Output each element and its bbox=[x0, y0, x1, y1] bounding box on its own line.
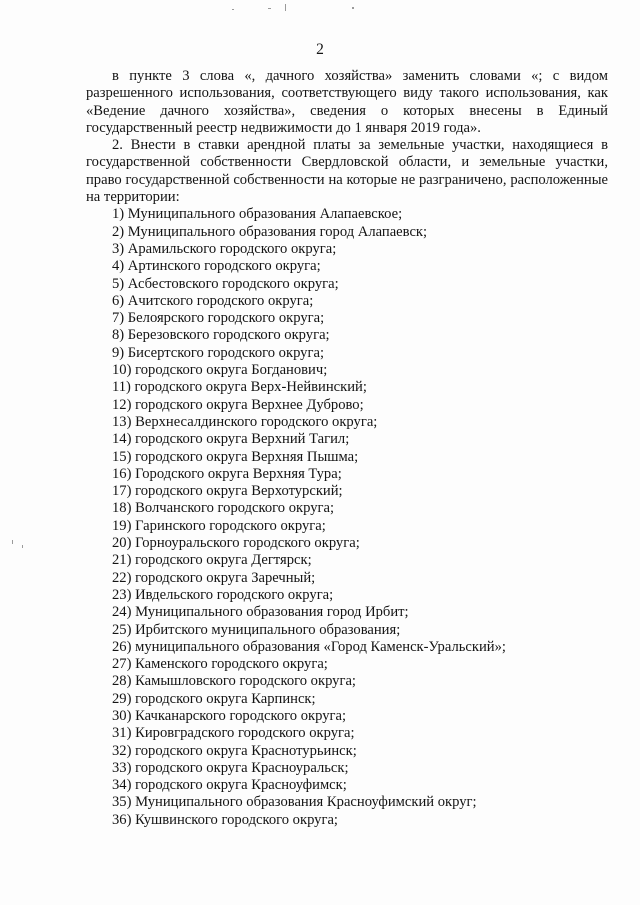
territory-list-item: 20) Горноуральского городского округа; bbox=[112, 535, 360, 552]
territory-list-item: 24) Муниципального образования город Ирбит; bbox=[112, 604, 409, 621]
territory-list-item: 28) Камышловского городского округа; bbox=[112, 673, 356, 690]
territory-list-item: 8) Березовского городского округа; bbox=[112, 327, 330, 344]
document-body bbox=[86, 68, 608, 829]
scan-artifact bbox=[285, 4, 286, 11]
scan-artifact bbox=[12, 540, 13, 544]
scan-artifact bbox=[352, 7, 354, 9]
territory-list-item: 18) Волчанского городского округа; bbox=[112, 500, 335, 517]
territory-list-item: 32) городского округа Краснотурьинск; bbox=[112, 742, 357, 759]
territory-list-item: 1) Муниципального образования Алапаевское; bbox=[112, 206, 403, 223]
territory-list-item: 21) городского округа Дегтярск; bbox=[112, 552, 312, 569]
territory-list-item: 15) городского округа Верхняя Пышма; bbox=[112, 448, 359, 465]
page-number: 2 bbox=[316, 41, 324, 58]
territory-list-item: 5) Асбестовского городского округа; bbox=[112, 275, 339, 292]
paragraph-amendment: в пункте 3 слова «, дачного хозяйства» заменить словами «; с видом разрешенного использования, соответствующего виду такого использования, как «Ведение дачного хозяйства», сведения о которых внесены в Единый государственный реестр недвижимости до 1 января 2019 года». bbox=[86, 68, 608, 136]
territory-list-item: 33) городского округа Красноуральск; bbox=[112, 759, 349, 776]
paragraph-item-2: 2. Внести в ставки арендной платы за земельные участки, находящиеся в государственной собственности Свердловской области, и земельные участки, право государственной собственности на которые не разграничено, расположенные на территории: bbox=[86, 137, 608, 206]
territory-list-item: 11) городского округа Верх-Нейвинский; bbox=[112, 379, 367, 396]
territory-list-item: 16) Городского округа Верхняя Тура; bbox=[112, 465, 342, 482]
territory-list-item: 27) Каменского городского округа; bbox=[112, 656, 328, 673]
territory-list-item: 35) Муниципального образования Красноуфимский округ; bbox=[112, 794, 477, 811]
territory-list-item: 17) городского округа Верхотурский; bbox=[112, 483, 343, 500]
territory-list-item: 34) городского округа Красноуфимск; bbox=[112, 777, 347, 794]
territory-list-item: 6) Ачитского городского округа; bbox=[112, 292, 314, 309]
territory-list-item: 23) Ивдельского городского округа; bbox=[112, 586, 334, 603]
territory-list-item: 12) городского округа Верхнее Дуброво; bbox=[112, 396, 364, 413]
scan-artifact bbox=[268, 8, 271, 9]
territory-list-item: 26) муниципального образования «Город Каменск-Уральский»; bbox=[112, 638, 506, 655]
territory-list-item: 9) Бисертского городского округа; bbox=[112, 344, 324, 361]
territory-list-item: 10) городского округа Богданович; bbox=[112, 362, 328, 379]
territory-list-item: 25) Ирбитского муниципального образования; bbox=[112, 621, 401, 638]
territory-list-item: 31) Кировградского городского округа; bbox=[112, 725, 355, 742]
scan-artifact bbox=[22, 545, 23, 548]
territory-list-item: 22) городского округа Заречный; bbox=[112, 569, 316, 586]
territory-list-item: 30) Качканарского городского округа; bbox=[112, 707, 347, 724]
territory-list-item: 13) Верхнесалдинского городского округа; bbox=[112, 413, 378, 430]
territory-list-item: 4) Артинского городского округа; bbox=[112, 258, 321, 275]
territory-list-item: 19) Гаринского городского округа; bbox=[112, 517, 326, 534]
territory-list-item: 36) Кушвинского городского округа; bbox=[112, 811, 338, 828]
scan-artifact bbox=[232, 9, 234, 10]
territory-list-item: 3) Арамильского городского округа; bbox=[112, 240, 337, 257]
territory-list-item: 14) городского округа Верхний Тагил; bbox=[112, 431, 350, 448]
territory-list-item: 7) Белоярского городского округа; bbox=[112, 310, 325, 327]
territory-list-item: 29) городского округа Карпинск; bbox=[112, 690, 316, 707]
territory-list-item: 2) Муниципального образования город Алапаевск; bbox=[112, 223, 428, 240]
territory-list bbox=[86, 206, 608, 829]
